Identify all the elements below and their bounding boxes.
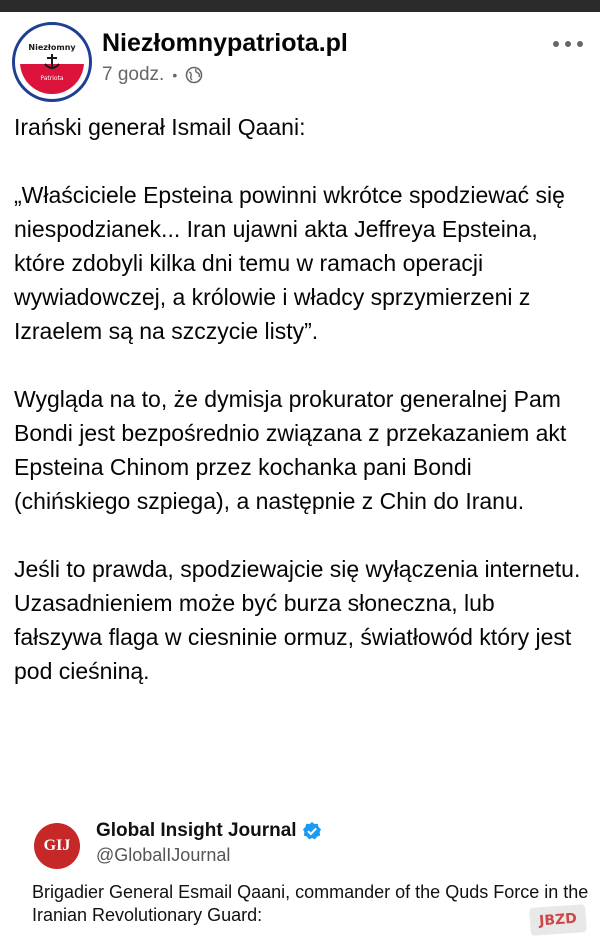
meta-separator: •	[172, 67, 178, 83]
post-paragraph: Irański generał Ismail Qaani:	[14, 114, 306, 140]
globe-icon[interactable]	[185, 66, 203, 84]
post-time[interactable]: 7 godz.	[102, 64, 165, 85]
watermark-logo: JBZD	[529, 904, 587, 936]
page-avatar[interactable]	[12, 22, 92, 102]
avatar-bottom-text: Patriota	[40, 75, 64, 82]
post-paragraph: Jeśli to prawda, spodziewajcie się wyłączenia internetu. Uzasadnieniem może być burza słoneczna, lub fałszywa flaga w ciesninie ormuz, światłowód który jest pod cieśniną.	[14, 556, 581, 684]
more-options-icon[interactable]	[550, 34, 586, 54]
post-meta	[102, 64, 203, 86]
post-body	[14, 110, 586, 688]
embed-account-name-row	[96, 820, 322, 842]
embedded-tweet-card	[14, 793, 590, 942]
paragraph-gap	[14, 144, 586, 178]
verified-badge-icon	[302, 821, 322, 841]
embed-account-name[interactable]: Global Insight Journal	[96, 820, 297, 841]
avatar-top-text: Niezłomny	[28, 43, 76, 52]
post-header	[12, 22, 588, 102]
post-paragraph: „Właściciele Epsteina powinni wkrótce spodziewać się niespodzianek... Iran ujawni akta Jeffreya Epsteina, które zdobyli kilka dni temu w ramach operacji wywiadowczej, a królowie i władcy sprzymierzeni z Izraelem są na szczycie listy”.	[14, 182, 565, 344]
embed-handle[interactable]: @GlobalIJournal	[96, 845, 231, 865]
page-name-link[interactable]: Niezłomnypatriota.pl	[102, 29, 348, 57]
paragraph-gap	[14, 348, 586, 382]
embedded-tweet[interactable]	[14, 793, 590, 942]
anchor-icon	[42, 52, 62, 72]
post-paragraph: Wygląda na to, że dymisja prokurator generalnej Pam Bondi jest bezpośrednio związana z przekazaniem akt Epsteina Chinom przez kochanka pani Bondi (chińskiego szpiega), a następnie z Chin do Iranu.	[14, 386, 567, 514]
embed-text: Brigadier General Esmail Qaani, commander of the Quds Force in the Iranian Revolutionary Guard:	[32, 882, 589, 925]
status-bar	[0, 0, 600, 12]
avatar-flag	[20, 30, 84, 94]
paragraph-gap	[14, 518, 586, 552]
gij-logo[interactable]: GIJ	[34, 823, 80, 869]
